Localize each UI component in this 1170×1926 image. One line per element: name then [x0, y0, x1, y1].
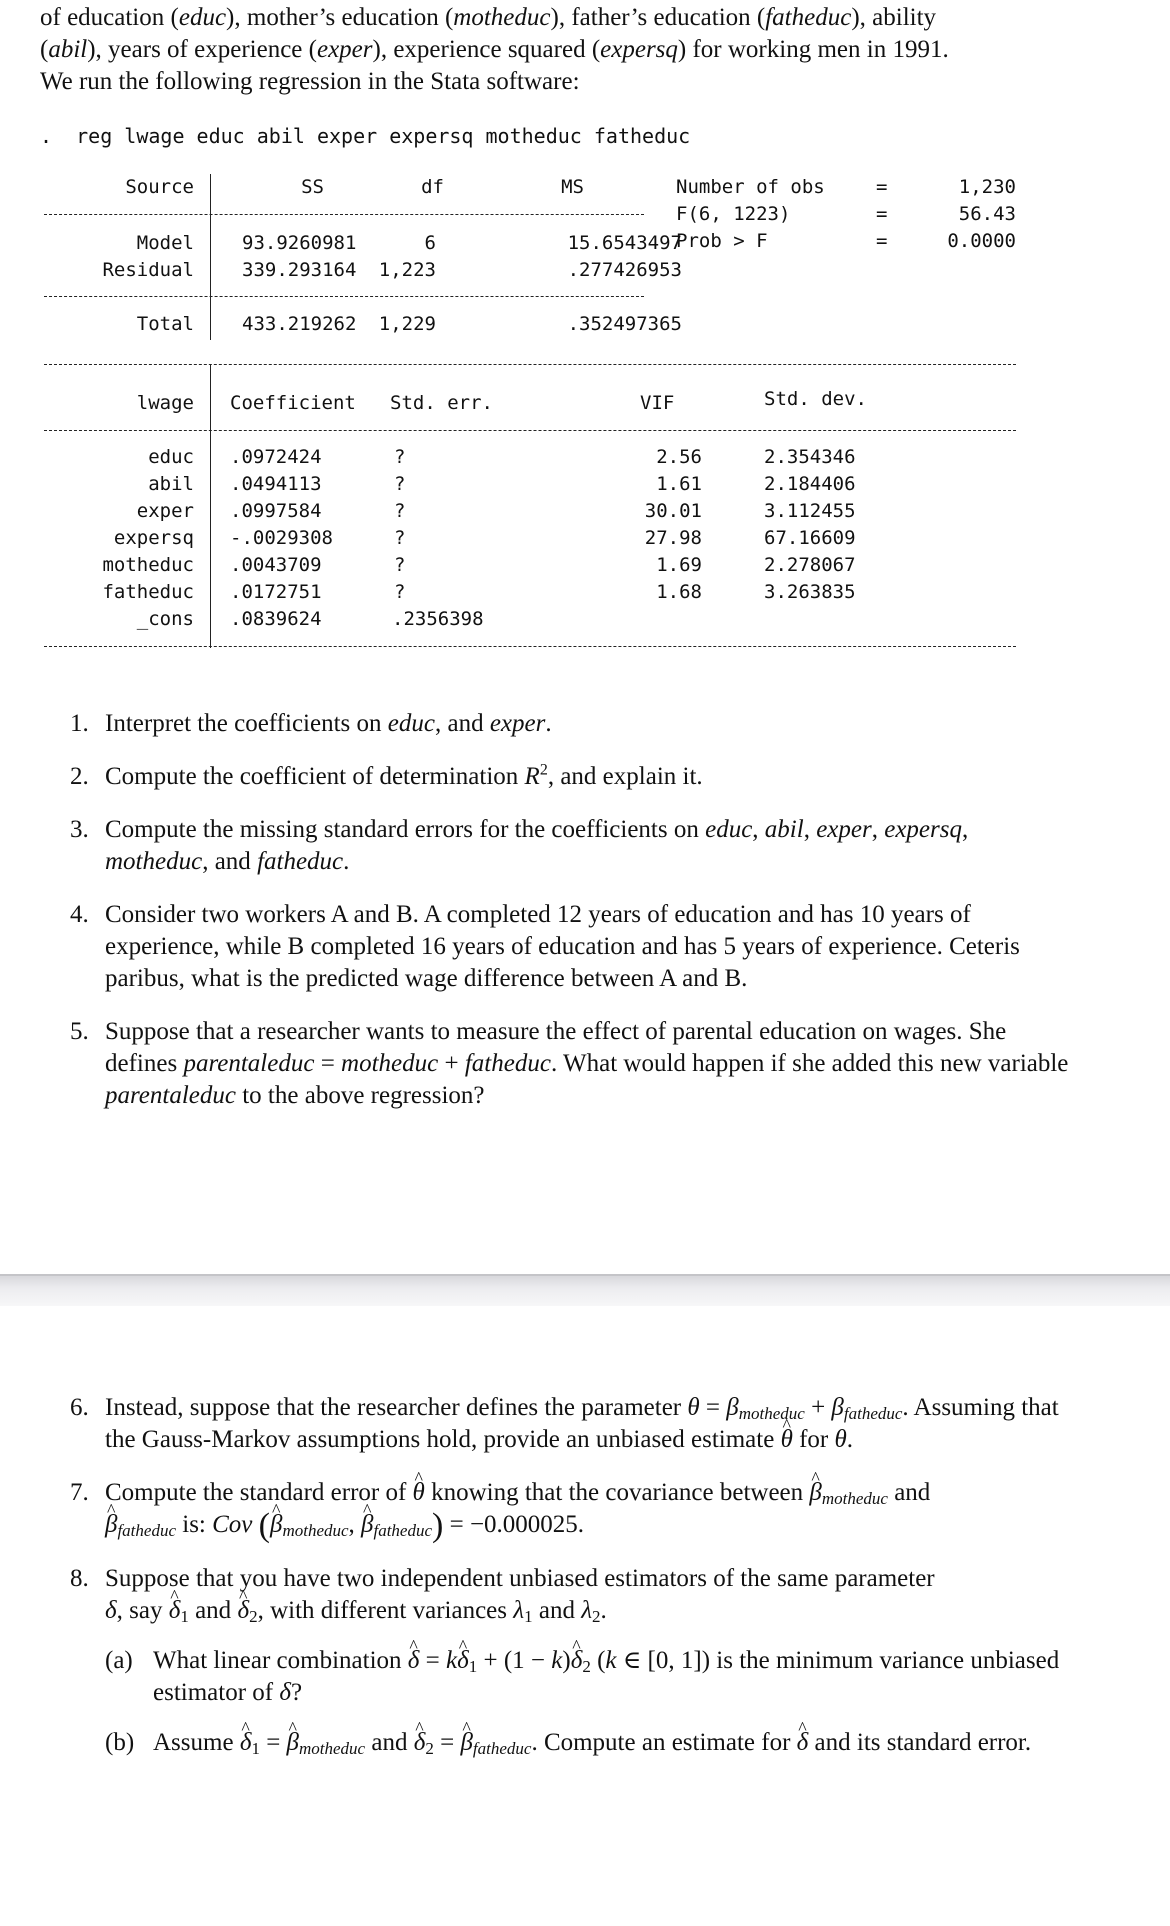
right-paren: ): [432, 1507, 444, 1544]
coef-vif-fatheduc: 1.68: [656, 581, 702, 603]
coef-var-exper: exper: [136, 500, 194, 522]
stat-value-nobs: 1,230: [958, 176, 1016, 198]
coef-sd-educ: 2.354346: [764, 446, 856, 468]
anova-ss-total: 433.219262: [242, 313, 357, 335]
coef-var-fatheduc: fatheduc: [102, 581, 194, 603]
coef-var-expersq: expersq: [113, 527, 194, 549]
anova-source-total: Total: [136, 313, 194, 335]
anova-header-ss: SS: [301, 176, 324, 198]
var-exper: exper: [316, 36, 373, 63]
coef-sd-motheduc: 2.278067: [764, 554, 856, 576]
anova-df-residual: 1,223: [378, 259, 436, 281]
coef-se-educ: ?: [394, 446, 406, 468]
coef-value-cons: .0839624: [230, 608, 322, 630]
anova-ms-model: 15.6543497: [567, 232, 682, 254]
intro-paragraph: [40, 2, 1060, 98]
var-educ: educ: [178, 4, 227, 31]
coef-vif-expersq: 27.98: [644, 527, 702, 549]
anova-header-source: Source: [125, 176, 194, 198]
coef-value-abil: .0494113: [230, 473, 322, 495]
anova-df-model: 6: [424, 232, 436, 254]
coef-value-fatheduc: .0172751: [230, 581, 322, 603]
coef-vif-exper: 30.01: [644, 500, 702, 522]
var-abil: abil: [48, 36, 88, 63]
anova-header-df: df: [421, 176, 444, 198]
question-7: 7. Compute the standard error of θ ^ knowing that the covariance between β $\^{}_{motheduc}$ and β $\^{}_{fatheduc}$ is: Cov (β $\^{}_{motheduc}$, β $\^{}_{fatheduc}) = -0.000025$.: [70, 1477, 1070, 1542]
anova-header-rule: [44, 214, 644, 215]
var-motheduc: motheduc: [453, 4, 551, 31]
anova-source-model: Model: [136, 232, 194, 254]
question-list-1: [70, 708, 1070, 1133]
coef-header-dep: lwage: [136, 392, 194, 414]
coef-var-educ: educ: [148, 446, 194, 468]
anova-ss-model: 93.9260981: [242, 232, 357, 254]
coef-header-se: Std. err.: [390, 392, 493, 414]
question-8a: (a) What linear combination δ ^ = kδ $\^{}_1 + (1 - k)\delta$ $\^{}_2$ (k ∈ [0, 1]) is the minimum variance unbiased estimator of δ?: [105, 1645, 1070, 1709]
coef-se-fatheduc: ?: [394, 581, 406, 603]
coef-top-rule: [44, 364, 1016, 365]
anova-df-total: 1,229: [378, 313, 436, 335]
coef-bottom-rule: [44, 646, 1016, 647]
page-break-separator: [0, 1274, 1170, 1306]
question-1: 1. Interpret the coefficients on educ, and exper.: [70, 710, 552, 737]
coefficient-table: [44, 364, 1016, 648]
var-expersq: expersq: [600, 36, 678, 63]
coef-sd-abil: 2.184406: [764, 473, 856, 495]
question-8b: (b) Assume δ $\^{}_1 = \beta$ $\^{}_{motheduc}$ and δ $\^{}_2 = \beta$ $\^{}_{fatheduc}$. Compute an estimate for δ ^ and its standard error.: [105, 1727, 1070, 1759]
question-4: 4. Consider two workers A and B. A completed 12 years of education and has 10 years of experience, while B completed 16 years of education and has 5 years of experience. Ceteris paribus, what is the predicted wage difference between A and B.: [70, 901, 1020, 992]
anova-ss-residual: 339.293164: [242, 259, 357, 281]
question-2: 2. Compute the coefficient of determination $R^2$, and explain it.: [70, 761, 703, 790]
anova-ms-residual: .277426953: [567, 259, 682, 281]
question-8: 8. Suppose that you have two independent unbiased estimators of the same parameter δ, say δ $\^{}_1$ and δ $\^{}_2$, with different variances $\lambda_1$ and $\lambda_2$. (a) What linear combination δ ^ = kδ $\^{}_1 + (1 - k)\delta$ $\^{}_2$ (k ∈ [0, 1]) is the minimum variance unbiased estimator of δ? (b) Assume δ $\^{}_1 = \beta$ $\^{}_{motheduc}$ and δ $\^{}_2 = \beta$ $\^{}_{fatheduc}$. Compute an estimate for δ ^ and its standard error.: [70, 1563, 1070, 1759]
question-3: 3. Compute the missing standard errors for the coefficients on educ, abil, exper, expersq, motheduc, and fatheduc.: [70, 816, 969, 875]
stat-label-prob: Prob > F: [676, 230, 768, 252]
stat-label-f: F(6, 1223): [676, 203, 791, 225]
coef-header-coef: Coefficient: [230, 392, 356, 414]
anova-ms-total: .352497365: [567, 313, 682, 335]
coef-sd-expersq: 67.16609: [764, 527, 856, 549]
question-5: 5. Suppose that a researcher wants to measure the effect of parental education on wages. She defines parentaleduc = motheduc + fatheduc. What would happen if she added this new variable parentaleduc to the above regression?: [70, 1018, 1069, 1109]
coef-vif-educ: 2.56: [656, 446, 702, 468]
coef-column-divider: [210, 364, 211, 648]
anova-header-ms: MS: [561, 176, 584, 198]
coef-var-cons: _cons: [136, 608, 194, 630]
coef-var-abil: abil: [148, 473, 194, 495]
anova-table: [44, 174, 682, 340]
stat-eq-f: =: [876, 203, 888, 225]
stata-command: . reg lwage educ abil exper expersq motheduc fatheduc: [40, 124, 691, 148]
anova-source-residual: Residual: [102, 259, 194, 281]
coef-value-motheduc: .0043709: [230, 554, 322, 576]
stat-eq-prob: =: [876, 230, 888, 252]
coef-se-exper: ?: [394, 500, 406, 522]
coef-value-exper: .0997584: [230, 500, 322, 522]
coef-value-expersq: -.0029308: [230, 527, 333, 549]
coef-header-rule: [44, 430, 1016, 431]
intro-line-3: We run the following regression in the Stata software:: [40, 68, 580, 95]
coef-se-cons: .2356398: [392, 608, 484, 630]
var-fatheduc: fatheduc: [765, 4, 852, 31]
stat-label-nobs: Number of obs: [676, 176, 825, 198]
stat-eq-nobs: =: [876, 176, 888, 198]
coef-se-expersq: ?: [394, 527, 406, 549]
stat-value-f: 56.43: [958, 203, 1016, 225]
intro-line-2: (abil), years of experience (exper), experience squared (expersq) for working men in 1991.: [40, 36, 949, 63]
coef-header-sd: Std. dev.: [764, 388, 867, 410]
coef-header-vif: VIF: [640, 392, 675, 414]
question-6: 6. Instead, suppose that the researcher defines the parameter $\theta = \beta_{motheduc} + \beta_{fatheduc}$. Assuming that the Gauss-Markov assumptions hold, provide an unbiased estimate θ ^ for θ.: [70, 1392, 1070, 1456]
anova-total-rule: [44, 296, 644, 297]
intro-line-1: of education (educ), mother’s education (motheduc), father’s education (fatheduc), ability: [40, 4, 937, 31]
coef-sd-exper: 3.112455: [764, 500, 856, 522]
coef-se-motheduc: ?: [394, 554, 406, 576]
coef-value-educ: .0972424: [230, 446, 322, 468]
stat-value-prob: 0.0000: [947, 230, 1016, 252]
coef-sd-fatheduc: 3.263835: [764, 581, 856, 603]
coef-var-motheduc: motheduc: [102, 554, 194, 576]
question-list-2: [70, 1392, 1070, 1780]
anova-column-divider: [210, 174, 211, 340]
coef-vif-motheduc: 1.69: [656, 554, 702, 576]
coef-vif-abil: 1.61: [656, 473, 702, 495]
coef-se-abil: ?: [394, 473, 406, 495]
left-paren: (: [258, 1507, 270, 1544]
